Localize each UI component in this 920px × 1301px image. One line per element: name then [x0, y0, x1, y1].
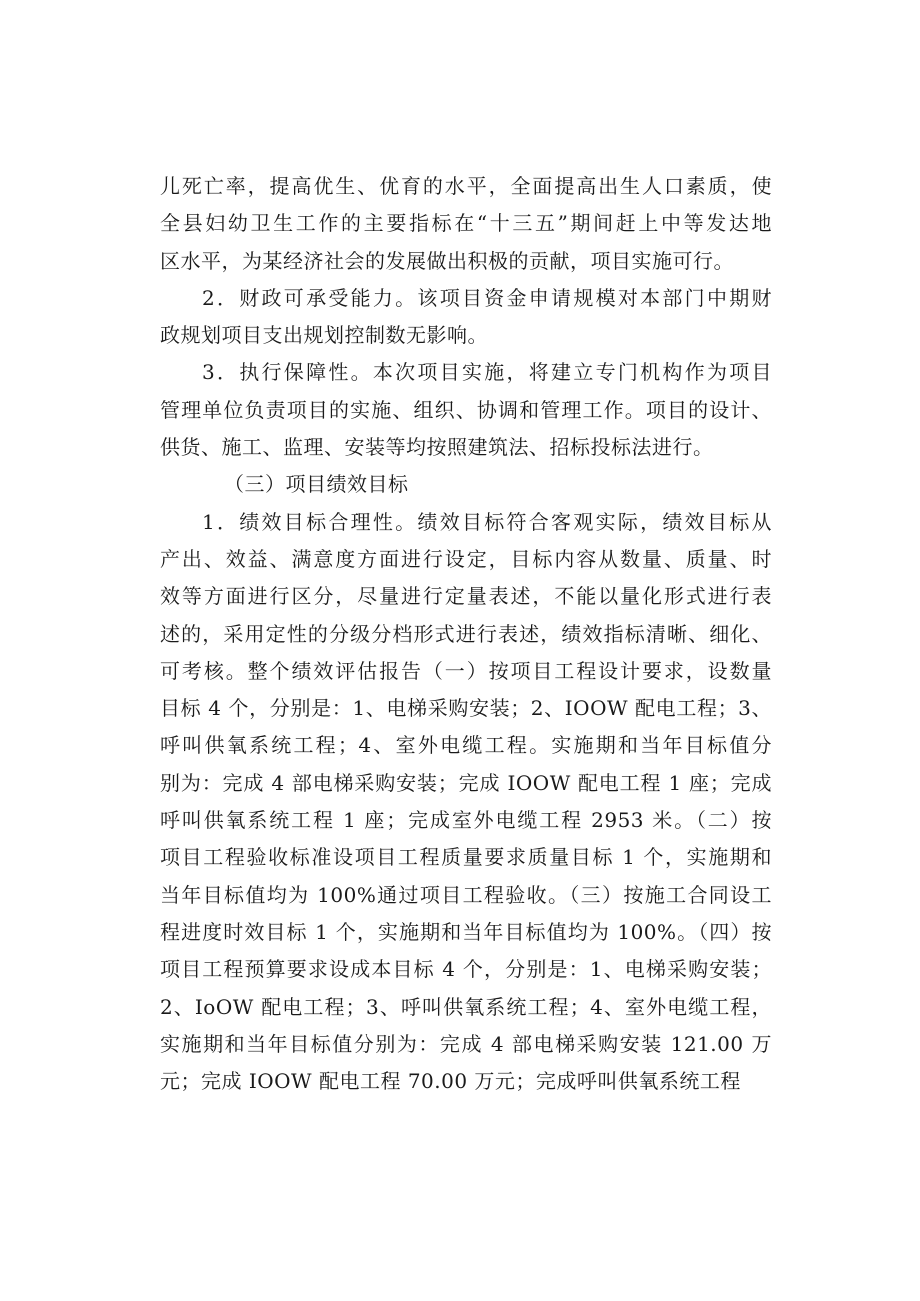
text-line: 述的，采用定性的分级分档形式进行表述，绩效指标清晰、细化、: [160, 621, 772, 646]
text-line: 项目工程预算要求设成本目标 4 个，分别是：1、电梯采购安装；: [160, 957, 772, 982]
text-line: 呼叫供氧系统工程 1 座；完成室外电缆工程 2953 米。（二）按: [160, 808, 772, 833]
text-line: 目标 4 个，分别是：1、电梯采购安装；2、IOOW 配电工程；3、: [160, 696, 772, 721]
document-body: [160, 168, 772, 1100]
text-line: 产出、效益、满意度方面进行设定，目标内容从数量、质量、时: [160, 546, 772, 571]
text-line: 儿死亡率，提高优生、优育的水平，全面提高出生人口素质，使: [160, 174, 772, 198]
text-line: 供货、施工、监理、安装等均按照建筑法、招标投标法进行。: [160, 435, 714, 460]
text-line: 程进度时效目标 1 个，实施期和当年目标值均为 100%。（四）按: [160, 919, 772, 944]
text-line: 项目工程验收标准设项目工程质量要求质量目标 1 个，实施期和: [160, 845, 772, 870]
text-line: 实施期和当年目标值分别为：完成 4 部电梯采购安装 121.00 万: [160, 1031, 772, 1056]
text-line: 别为：完成 4 部电梯采购安装；完成 IOOW 配电工程 1 座；完成: [160, 770, 772, 795]
text-line: 3．执行保障性。本次项目实施，将建立专门机构作为项目: [202, 360, 772, 385]
text-line: 元；完成 IOOW 配电工程 70.00 万元；完成呼叫供氧系统工程: [160, 1069, 741, 1094]
text-line: 2．财政可承受能力。该项目资金申请规模对本部门中期财: [202, 285, 772, 310]
text-line: 1．绩效目标合理性。绩效目标符合客观实际，绩效目标从: [202, 509, 772, 534]
text-line: 可考核。整个绩效评估报告（一）按项目工程设计要求，设数量: [160, 658, 772, 683]
section-heading: （三）项目绩效目标: [224, 472, 409, 497]
text-line: 呼叫供氧系统工程；4、室外电缆工程。实施期和当年目标值分: [160, 733, 772, 758]
text-line: 当年目标值均为 100%通过项目工程验收。（三）按施工合同设工: [160, 882, 772, 907]
text-line: 2、IoOW 配电工程；3、呼叫供氧系统工程；4、室外电缆工程，: [160, 994, 772, 1019]
text-line: 政规划项目支出规划控制数无影响。: [160, 323, 488, 348]
text-line: 管理单位负责项目的实施、组织、协调和管理工作。项目的设计、: [160, 397, 772, 422]
text-line: 效等方面进行区分，尽量进行定量表述，不能以量化形式进行表: [160, 584, 772, 609]
text-line: 全县妇幼卫生工作的主要指标在“十三五”期间赶上中等发达地: [160, 211, 772, 236]
text-line: 区水平，为某经济社会的发展做出积极的贡献，项目实施可行。: [160, 248, 734, 273]
